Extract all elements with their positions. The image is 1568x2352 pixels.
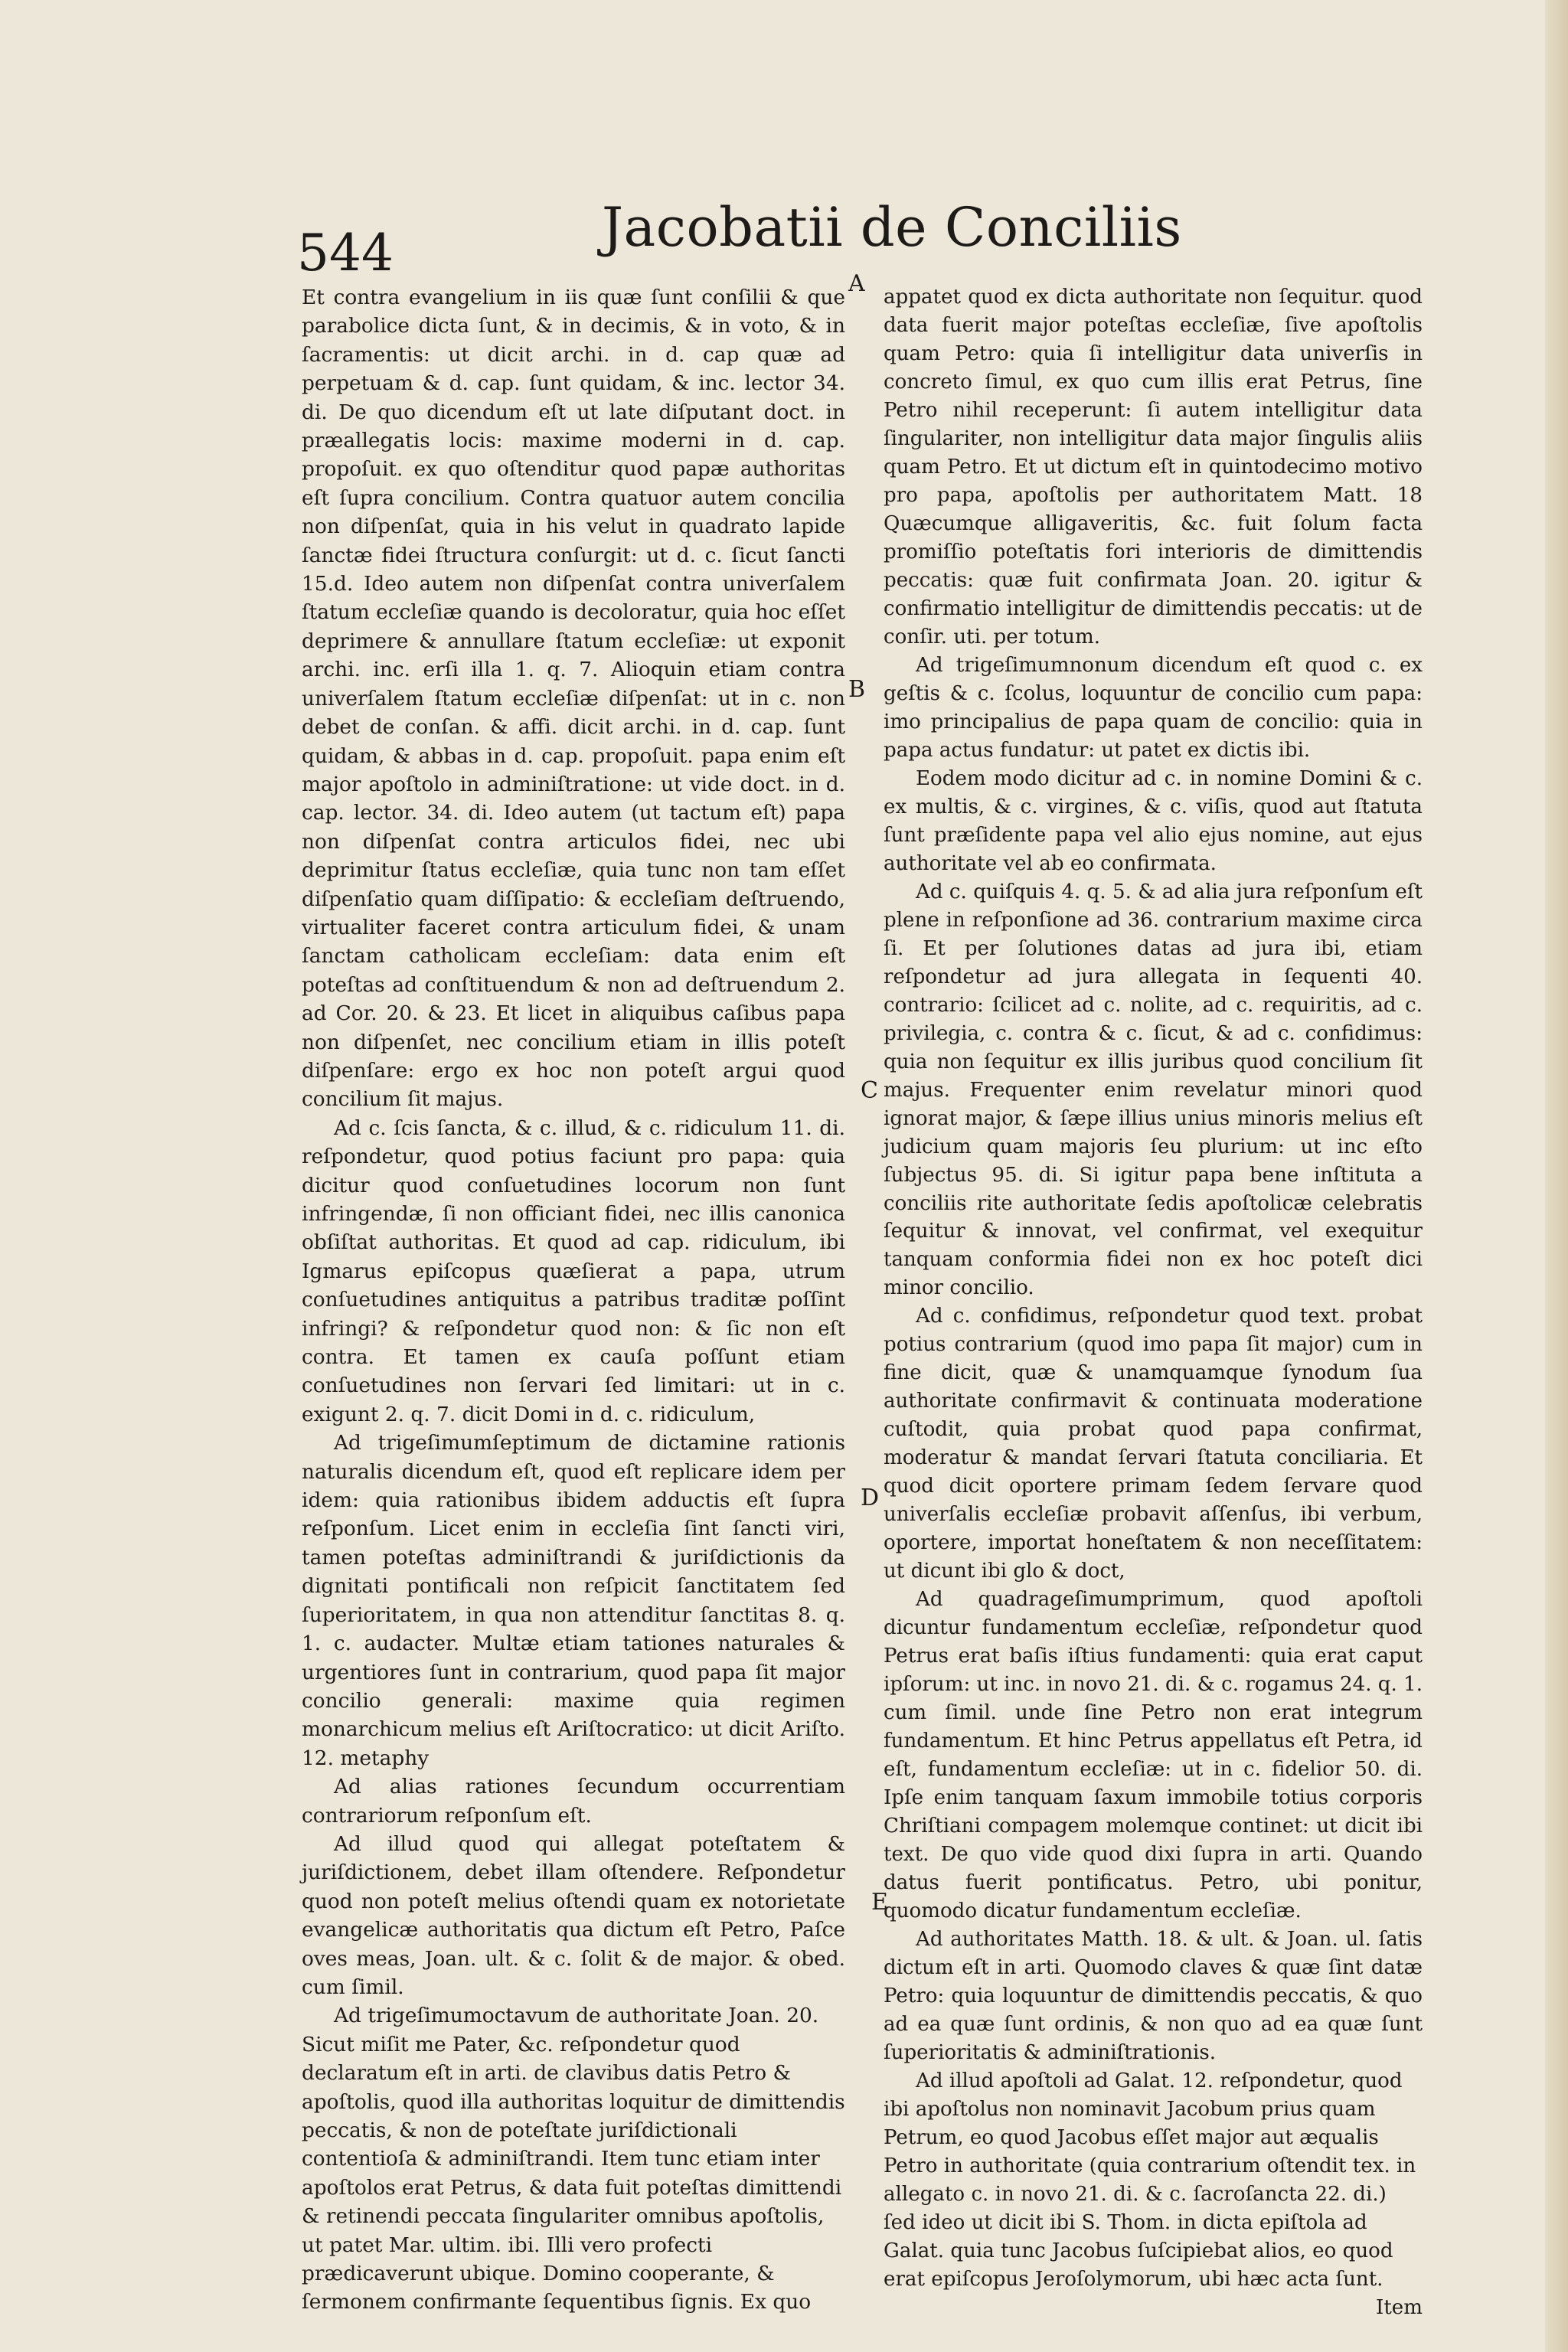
left-paragraph-6: Ad trigeſimumoctavum de authoritate Joan. 20. Sicut miſit me Pater, &c. reſpondetur quod declaratum eſt in arti. de clavibus datis Petro & apoſtolis, quod illa authoritas loquitur de dimittendis peccatis, & non de poteſtate juriſdictionali contentioſa & adminiſtrandi. Item tunc etiam inter apoſtolos erat Petrus, & data fuit poteſtas dimittendi & retinendi peccata ſingulariter omnibus apoſtolis, ut patet Mar. ultim. ibi. Illi vero profecti prædicaverunt ubique. Domino cooperante, & ſermonem confirmante ſequentibus ſignis. Ex quo (302, 2004, 845, 2314)
right-paragraph-8: Ad illud apoſtoli ad Galat. 12. reſpondetur, quod ibi apoſtolus non nominavit Jacobum prius quam Petrum, eo quod Jacobus eſſet major aut æqualis Petro in authoritate (quia contrarium oſtendit tex. in allegato c. in novo 21. di. & c. ſacroſancta 22. di.) ſed ideo ut dicit ibi S. Thom. in dicta epiſtola ad Galat. quia tunc Jacobus ſuſcipiebat alios, eo quod erat epiſcopus Jeroſolymorum, ubi hæc acta ſunt. (884, 2069, 1416, 2291)
left-paragraph-4: Ad alias rationes ſecundum occurrentiam contrariorum reſponſum eſt. (302, 1775, 845, 1828)
page-number: 544 (297, 224, 394, 283)
catchword: Item (1376, 2295, 1423, 2319)
running-title: Jacobatii de Conciliis (602, 196, 1182, 259)
right-column (884, 283, 1423, 2322)
right-paragraph-2: Ad trigeſimumnonum dicendum eſt quod c. ex geſtis & c. ſcolus, loquuntur de concilio cum papa: imo principalius de papa quam de concilio: quia in papa actus fundatur: ut patet ex dictis ibi. (884, 653, 1423, 762)
right-paragraph-7: Ad authoritates Matth. 18. & ult. & Joan. ul. ſatis dictum eſt in arti. Quomodo claves & quæ ſint datæ Petro: quia loquuntur de dimittendis peccatis, & quo ad ea quæ ſunt ordinis, & non quo ad ea quæ ſunt ſuperioritatis & adminiſtrationis. (884, 1928, 1423, 2065)
margin-letter-b: B (848, 676, 866, 703)
left-paragraph-1: Et contra evangelium in iis quæ ſunt conſilii & que parabolice dicta ſunt, & in decimis, & in voto, & in ſacramentis: ut dicit archi. in d. cap quæ ad perpetuam & d. cap. ſunt quidam, & inc. lector 34. di. De quo dicendum eſt ut late diſputant doct. in præallegatis locis: maxime moderni in d. cap. propoſuit. ex quo oſtenditur quod papæ authoritas eſt ſupra concilium. Contra quatuor autem concilia non diſpenſat, quia in his velut in quadrato lapide ſanctæ fidei ſtructura conſurgit: ut d. c. ſicut ſancti 15.d. Ideo autem non diſpenſat contra univerſalem ſtatum eccleſiæ quando is decoloratur, quia hoc eſſet deprimere & annullare ſtatum eccleſiæ: ut exponit archi. inc. erſi illa 1. q. 7. Alioquin etiam contra univerſalem ſtatum eccleſiæ diſpenſat: ut in c. non debet de conſan. & affi. dicit archi. in d. cap. ſunt quidam, & abbas in d. cap. propoſuit. papa enim eſt major apoſtolo in adminiſtratione: ut vide doct. in d. cap. lector. 34. di. Ideo autem (ut tactum eſt) papa non diſpenſat contra articulos fidei, nec ubi deprimitur ſtatus eccleſiæ, quia tunc non tam eſſet diſpenſatio quam diſſipatio: & eccleſiam deſtruendo, virtualiter faceret contra articulum fidei, & unam ſanctam catholicam eccleſiam: data enim eſt poteſtas ad conſtituendum & non ad deſtruendum 2. ad Cor. 20. & 23. Et licet in aliquibus caſibus papa non diſpenſet, nec concilium etiam in illis poteſt diſpenſare: ergo ex hoc non poteſt argui quod concilium ſit majus. (302, 286, 845, 1112)
margin-letter-e: E (871, 1889, 888, 1916)
margin-letter-c: C (861, 1077, 878, 1104)
left-paragraph-3: Ad trigeſimumſeptimum de dictamine rationis naturalis dicendum eſt, quod eſt replicare idem per idem: quia rationibus ibidem adductis eſt ſupra reſponſum. Licet enim in eccleſia ſint ſancti viri, tamen poteſtas adminiſtrandi & juriſdictionis da dignitati pontificali non reſpicit ſanctitatem ſed ſuperioritatem, in qua non attenditur ſanctitas 8. q. 1. c. audacter. Multæ etiam tationes naturales & urgentiores ſunt in contrarium, quod papa ſit major concilio generali: maxime quia regimen monarchicum melius eſt Ariſtocratico: ut dicit Ariſto. 12. metaphy (302, 1431, 845, 1770)
margin-letter-a: A (848, 270, 865, 297)
right-paragraph-1: appatet quod ex dicta authoritate non ſequitur. quod data fuerit major poteſtas eccleſiæ, ſive apoſtolis quam Petro: quia ſi intelligitur data univerſis in concreto ſimul, ex quo cum illis erat Petrus, ſine Petro nihil receperunt: ſi autem intelligitur data ſingulariter, non intelligitur data major ſingulis aliis quam Petro. Et ut dictum eſt in quintodecimo motivo pro papa, apoſtolis per authoritatem Matt. 18 Quæcumque alligaveritis, &c. fuit ſolum facta promiſſio poteſtatis fori interioris de dimittendis peccatis: quæ fuit confirmata Joan. 20. igitur & confirmatio intelligitur de dimittendis peccatis: ut de conſir. uti. per totum. (884, 286, 1423, 648)
left-paragraph-5: Ad illud quod qui allegat poteſtatem & juriſdictionem, debet illam oſtendere. Reſpondetur quod non poteſt melius oſtendi quam ex notorietate evangelicæ authoritatis qua dictum eſt Petro, Paſce oves meas, Joan. ult. & c. ſolit & de major. & obed. cum ſimil. (302, 1831, 845, 1999)
right-paragraph-4: Ad c. quiſquis 4. q. 5. & ad alia jura reſponſum eſt plene in reſponſione ad 36. contrarium maxime circa ſi. Et per ſolutiones datas ad jura ibi, etiam reſpondetur ad jura allegata in ſequenti 40. contrario: ſcilicet ad c. nolite, ad c. requiritis, ad c. privilegia, c. contra & c. ſicut, & ad c. confidimus: quia non ſequitur ex illis juribus quod concilium ſit majus. Frequenter enim revelatur minori quod ignorat major, & ſæpe illius unius minoris melius eſt judicium quam majoris ſeu plurium: ut inc eſto ſubjectus 95. di. Si igitur papa bene inſtituta a conciliis rite authoritate ſedis apoſtolicæ celebratis ſequitur & innovat, vel confirmat, vel exequitur tanquam conformia fidei non ex hoc poteſt dici minor concilio. (884, 880, 1423, 1300)
right-paragraph-5: Ad c. confidimus, reſpondetur quod text. probat potius contrarium (quod imo papa ſit major) cum in fine dicit, quæ & unamquamque ſynodum ſua authoritate confirmavit & continuata moderatione cuſtodit, quia probat quod papa confirmat, moderatur & mandat ſervari ſtatuta conciliaria. Et quod dicit oportere primam ſedem ſervare quod univerſalis eccleſiæ probavit aſſenſus, ibi verbum, oportere, importat honeſtatem & non neceſſitatem: ut dicunt ibi glo & doct, (884, 1305, 1423, 1583)
left-paragraph-2: Ad c. ſcis ſancta, & c. illud, & c. ridiculum 11. di. reſpondetur, quod potius faciunt pro papa: quia dicitur quod conſuetudines locorum non ſunt infringendæ, ſi non officiant fidei, nec illis canonica obſiſtat authoritas. Et quod ad cap. ridiculum, ibi Igmarus epiſcopus quæſierat a papa, utrum conſuetudines antiquitus a patribus traditæ poſſint infringi? & reſpondetur quod non: & ſic non eſt contra. Et tamen ex cauſa poſſunt etiam conſuetudines non ſervari ſed limitari: ut in c. exigunt 2. q. 7. dicit Domi in d. c. ridiculum, (302, 1116, 845, 1426)
margin-letter-d: D (861, 1485, 880, 1511)
page-edge (1545, 0, 1568, 2352)
right-paragraph-3: Eodem modo dicitur ad c. in nomine Domini & c. ex multis, & c. virgines, & c. viſis, quod aut ſtatuta ſunt præſidente papa vel alio ejus nomine, aut ejus authoritate vel ab eo confirmata. (884, 766, 1423, 875)
left-column (302, 283, 845, 2317)
right-paragraph-6: Ad quadrageſimumprimum, quod apoſtoli dicuntur fundamentum eccleſiæ, reſpondetur quod Petrus erat baſis iſtius fundamenti: quia erat caput ipſorum: ut inc. in novo 21. di. & c. rogamus 24. q. 1. cum ſimil. unde ſine Petro non erat integrum fundamentum. Et hinc Petrus appellatus eſt Petra, id eſt, fundamentum eccleſiæ: ut in c. fidelior 50. di. Ipſe enim tanquam ſaxum immobile totius corporis Chriſtiani compagem molemque continet: ut dicit ibi text. De quo vide quod dixi ſupra in arti. Quando datus fuerit pontificatus. Petro, ubi ponitur, quomodo dicatur fundamentum eccleſiæ. (884, 1588, 1423, 1923)
